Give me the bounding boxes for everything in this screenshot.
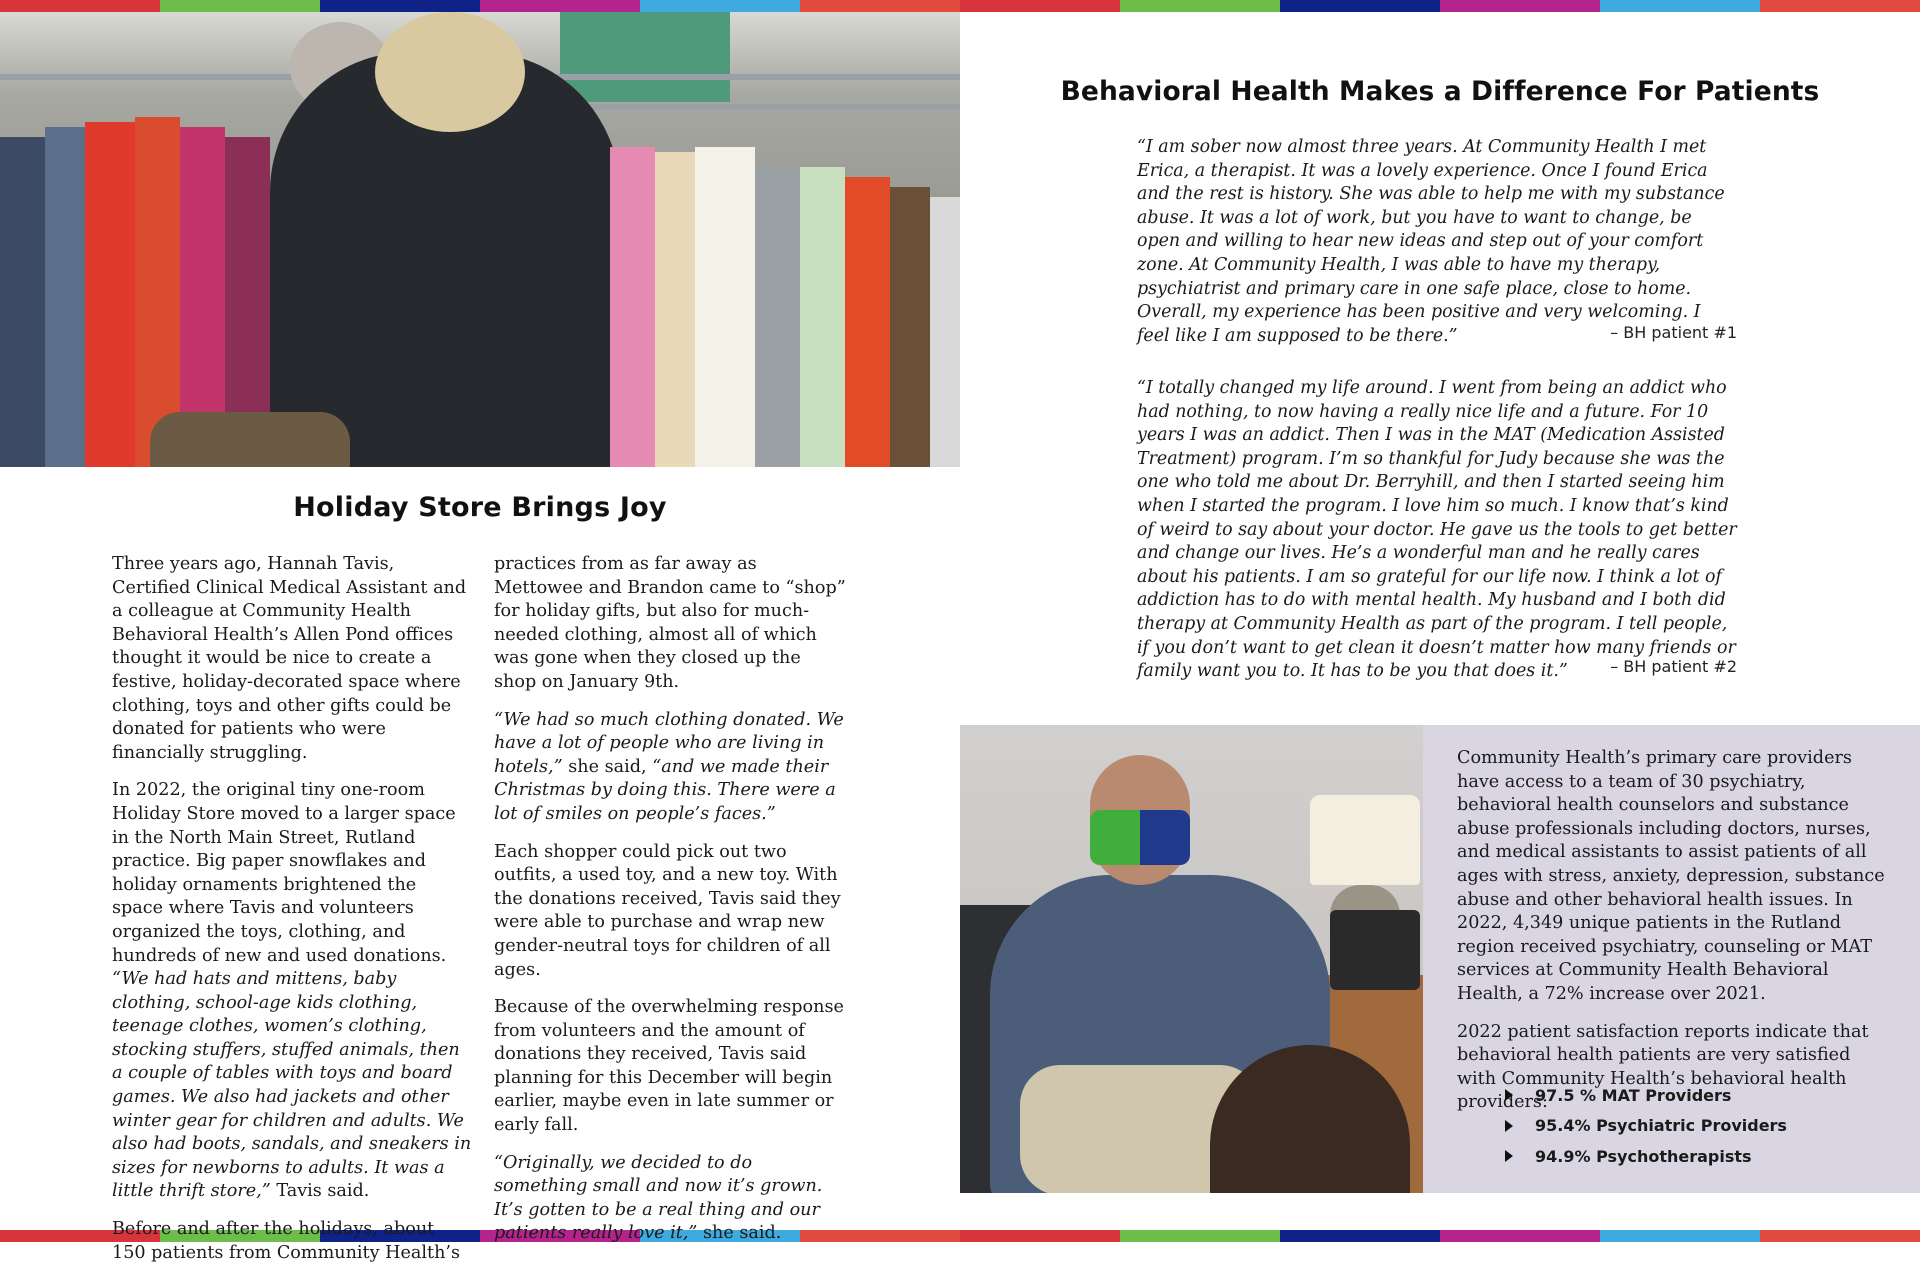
holiday-store-title: Holiday Store Brings Joy xyxy=(293,492,667,523)
behavioral-health-title: Behavioral Health Makes a Difference For Patients xyxy=(1060,76,1820,107)
therapist-photo xyxy=(960,725,1423,1193)
article-column-1 xyxy=(112,553,472,1279)
behavioral-health-info-box xyxy=(1423,725,1920,1193)
stripe-segment xyxy=(1760,0,1920,12)
clothing-item xyxy=(930,197,960,467)
quote-text: “We had hats and mittens, baby clothing, school-age kids clothing, teenage clothes, women’s clothing, stocking stuffers, stuffed animals, then a couple of tables with toys and board games. We also had jackets and other winter gear for children and adults. We also had boots, sandals, and sneakers in sizes for newborns to adults. It was a little thrift store,” xyxy=(112,969,472,1202)
clothing-item xyxy=(655,152,695,467)
stripe-segment xyxy=(0,0,160,12)
list-item-label: 97.5 % MAT Providers xyxy=(1535,1085,1732,1105)
stripe-segment xyxy=(160,0,320,12)
paragraph: Before and after the holidays, about 150 patients from Community Health’s xyxy=(112,1219,461,1263)
paragraph-text: Tavis said. xyxy=(276,1181,370,1202)
clothing-item xyxy=(890,187,930,467)
paragraph-text: In 2022, the original tiny one-room Holiday Store moved to a larger space in the North Main Street, Rutland practice. Big paper snowflakes and holiday ornaments brightened the space where Tavis and volunteers organized the toys, clothing, and hundreds of new and used donations. xyxy=(112,780,456,966)
list-item-label: 94.9% Psychotherapists xyxy=(1535,1146,1752,1166)
stripe-segment xyxy=(1120,0,1280,12)
paragraph xyxy=(494,1152,848,1246)
clothing-item xyxy=(0,137,45,467)
list-item-label: 95.4% Psychiatric Providers xyxy=(1535,1116,1787,1136)
photo-desk-phone xyxy=(1330,910,1420,990)
clothing-item xyxy=(800,167,845,467)
quote-text: “We had so much clothing donated. We have a lot of people who are living in hotels,” xyxy=(494,709,844,777)
list-item xyxy=(1505,1080,1787,1111)
paragraph xyxy=(494,709,848,827)
stripe-segment xyxy=(1120,1230,1280,1242)
top-color-stripe xyxy=(0,0,1920,12)
patient-attribution-2: – BH patient #2 xyxy=(1610,657,1737,676)
photo-background-mural xyxy=(560,12,730,102)
paragraph: practices from as far away as Mettowee and Brandon came to “shop” for holiday gifts, but also for much-needed clothing, almost all of which was gone when they closed up the shop on January 9th. xyxy=(494,554,846,692)
paragraph xyxy=(112,779,472,1204)
clothing-item xyxy=(755,167,800,467)
patient-quote-2: “I totally changed my life around. I went from being an addict who had nothing, to now having a really nice life and a future. For 10 years I was an addict. Then I was in the MAT (Medication Assisted Treatment) program. I’m so thankful for Judy because she was the one who told me about Dr. Berryhill, and then I started seeing him when I started the program. I love him so much. I know that’s kind of weird to say about your doctor. He gave us the tools to get better and change our lives. He’s a wonderful man and he really cares about his patients. I am so grateful for our life now. I think a lot of addiction has to do with mental health. My husband and I both did therapy at Community Health as part of the program. I tell people, if you don’t want to get clean it doesn’t matter how many friends or family want you to. It has to be you that does it.” xyxy=(1137,378,1737,682)
triangle-bullet-icon xyxy=(1505,1150,1513,1162)
triangle-bullet-icon xyxy=(1505,1120,1513,1132)
quote-text: “and we made their Christmas by doing this. There were a lot of smiles on people’s faces.” xyxy=(494,756,836,824)
stripe-segment xyxy=(320,0,480,12)
clothing-item xyxy=(845,177,890,467)
photo-shopper-hair xyxy=(375,12,525,132)
satisfaction-list xyxy=(1505,1080,1787,1172)
clothing-item xyxy=(695,147,755,467)
clothing-item xyxy=(610,147,655,467)
paragraph: 2022 patient satisfaction reports indicate that behavioral health patients are very satisfied with Community Health’s behavioral health providers: xyxy=(1457,1021,1869,1113)
holiday-store-photo xyxy=(0,12,960,467)
info-text xyxy=(1457,747,1893,1129)
stripe-segment xyxy=(960,1230,1120,1242)
article-column-2 xyxy=(494,553,848,1260)
clothing-rail xyxy=(540,104,960,110)
stripe-segment xyxy=(1600,1230,1760,1242)
stripe-segment xyxy=(800,0,960,12)
stripe-segment xyxy=(960,0,1120,12)
paragraph: Each shopper could pick out two outfits, a used toy, and a new toy. With the donations received, Tavis said they were able to purchase and wrap new gender-neutral toys for children of all ages. xyxy=(494,841,841,980)
paragraph: Community Health’s primary care providers have access to a team of 30 psychiatry, behavioral health counselors and substance abuse professionals including doctors, nurses, and medical assistants to assist patients of all ages with stress, anxiety, depression, substance abuse and other behavioral health issues. In 2022, 4,349 unique patients in the Rutland region received psychiatry, counseling or MAT services at Community Health Behavioral Health, a 72% increase over 2021. xyxy=(1457,748,1885,1004)
stripe-segment xyxy=(480,0,640,12)
paragraph: Three years ago, Hannah Tavis, Certified Clinical Medical Assistant and a colleague at Community Health Behavioral Health’s Allen Pond offices thought it would be nice to create a festive, holiday-decorated space where clothing, toys and other gifts could be donated for patients who were financially struggling. xyxy=(112,554,467,763)
stripe-segment xyxy=(1600,0,1760,12)
stripe-segment xyxy=(1440,0,1600,12)
stripe-segment xyxy=(640,0,800,12)
stripe-segment xyxy=(1280,1230,1440,1242)
list-item xyxy=(1505,1111,1787,1142)
triangle-bullet-icon xyxy=(1505,1089,1513,1101)
stripe-segment xyxy=(1760,1230,1920,1242)
clothing-item xyxy=(45,127,85,467)
photo-face-mask xyxy=(1090,810,1190,865)
paragraph-text: she said. xyxy=(703,1223,782,1244)
patient-quote-1: “I am sober now almost three years. At Community Health I met Erica, a therapist. It was a lovely experience. Once I found Erica and the rest is history. She was able to help me with my substance abuse. It was a lot of work, but you have to want to change, be open and willing to hear new ideas and step out of your comfort zone. At Community Health, I was able to have my therapy, psychiatrist and primary care in one safe place, close to home. Overall, my experience has been positive and very welcoming. I feel like I am supposed to be there.” xyxy=(1137,137,1725,346)
photo-lamp-shade xyxy=(1310,795,1420,885)
paragraph-text: she said, xyxy=(568,756,647,777)
stripe-segment xyxy=(1280,0,1440,12)
patient-attribution-1: – BH patient #1 xyxy=(1610,323,1737,342)
photo-handbag xyxy=(150,412,350,467)
clothing-item xyxy=(85,122,135,467)
stripe-segment xyxy=(1440,1230,1600,1242)
list-item xyxy=(1505,1141,1787,1172)
paragraph: Because of the overwhelming response from volunteers and the amount of donations they received, Tavis said planning for this December will begin earlier, maybe even in late summer or early fall. xyxy=(494,997,844,1136)
quote-text: “Originally, we decided to do something small and now it’s grown. It’s gotten to be a real thing and our patients really love it,” xyxy=(494,1152,823,1244)
